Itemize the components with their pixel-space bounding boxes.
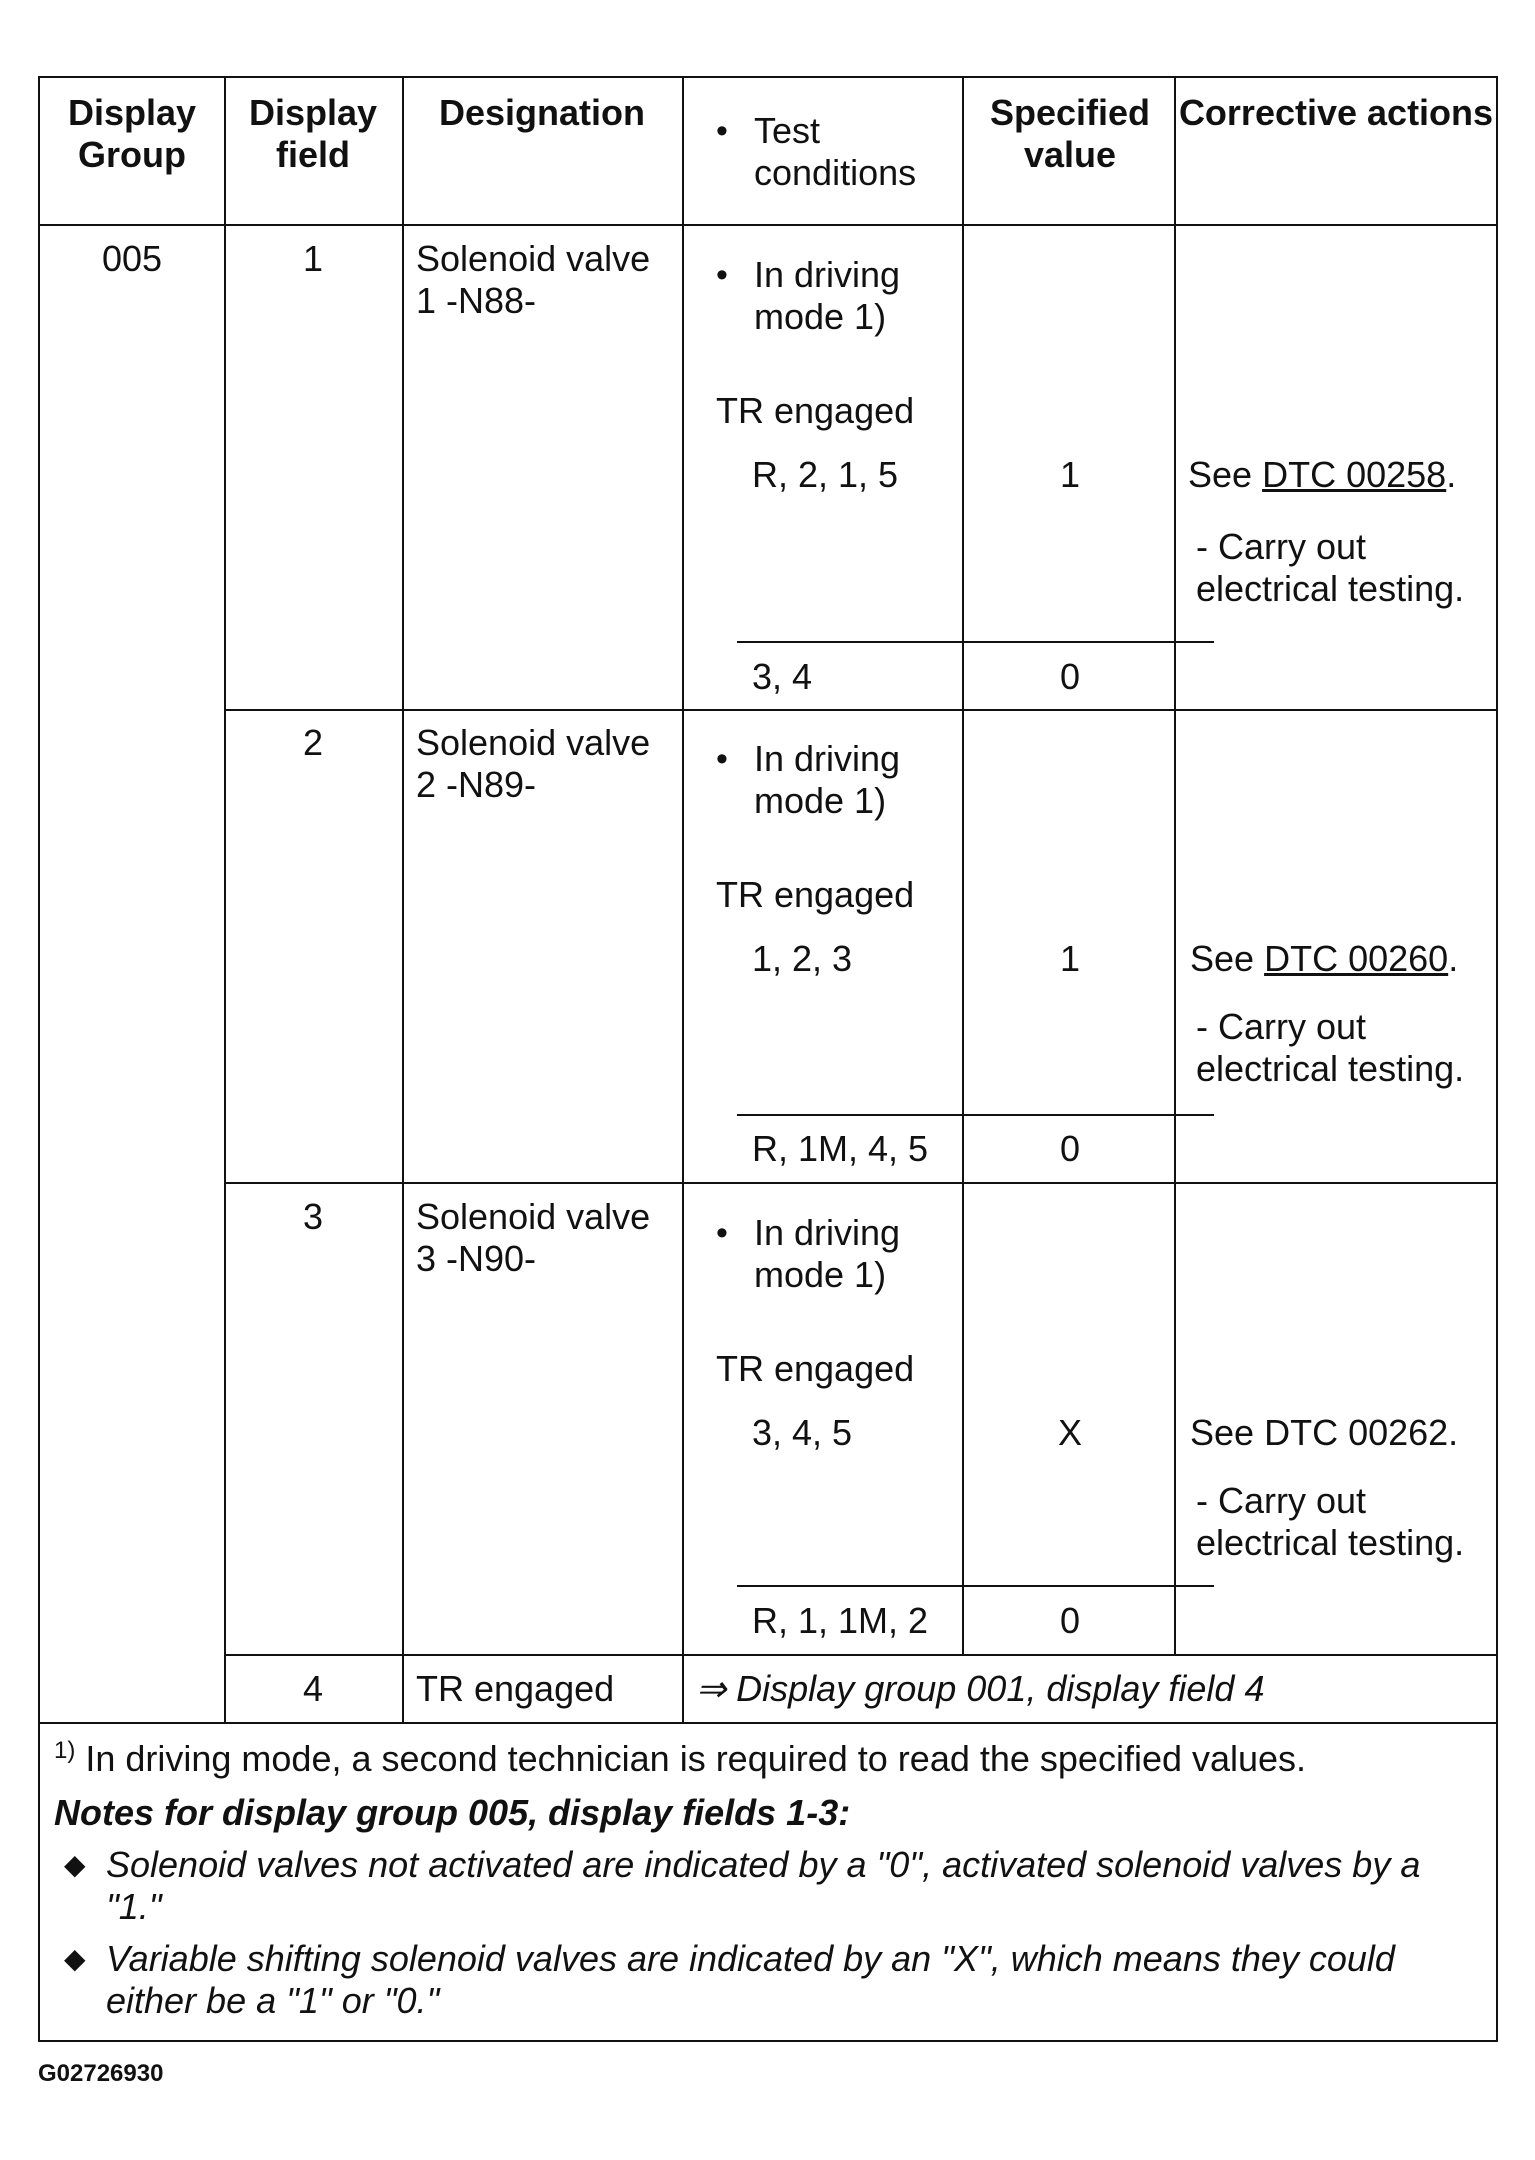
display-group-value: 005 <box>101 238 163 279</box>
note-2: Variable shifting solenoid valves are indicated by an "X", which means they could either be a "1" or "0." <box>106 1938 1395 2021</box>
row2-action: - Carry out electrical testing. <box>1196 1006 1465 1089</box>
row2-see <box>1190 938 1458 980</box>
header-display-field: Display field <box>248 92 378 175</box>
note-1: Solenoid valves not activated are indicated by a "0", activated solenoid valves by a "1." <box>106 1844 1421 1927</box>
row2-divider <box>224 1182 1496 1184</box>
row1-designation: Solenoid valve 1 -N88- <box>416 238 651 321</box>
row3-value-b: 0 <box>1059 1600 1081 1641</box>
row1-action: - Carry out electrical testing. <box>1196 526 1465 609</box>
row2-dtc-link[interactable]: DTC 00260 <box>1264 938 1449 979</box>
notes-title: Notes for display group 005, display fields 1-3: <box>54 1792 851 1833</box>
row1-tr-label: TR engaged <box>716 390 915 431</box>
row2-field: 2 <box>302 722 324 763</box>
header-display-group: Display Group <box>67 92 197 175</box>
row3-field: 3 <box>302 1196 324 1237</box>
col-divider-3 <box>682 78 684 1722</box>
row3-divider <box>224 1654 1496 1656</box>
row1-cond-b: 3, 4 <box>752 656 813 697</box>
row3-cond-a: 3, 4, 5 <box>752 1412 853 1453</box>
header-specified-value: Specified value <box>989 92 1151 175</box>
row1-see-word: See <box>1188 454 1253 495</box>
row1-field: 1 <box>302 238 324 279</box>
header-designation: Designation <box>438 92 645 133</box>
row3-see <box>1190 1412 1458 1454</box>
row3-see-word: See <box>1190 1412 1255 1453</box>
row1-condition: • In driving mode 1) <box>754 254 954 338</box>
row3-action: - Carry out electrical testing. <box>1196 1480 1465 1563</box>
row1-value-b: 0 <box>1059 656 1081 697</box>
header-corrective-actions: Corrective actions <box>1178 92 1494 133</box>
row3-value-a: X <box>1057 1412 1082 1453</box>
row3-dtc: DTC 00262. <box>1264 1412 1459 1453</box>
col-divider-1 <box>224 78 226 1722</box>
row3-tr-label: TR engaged <box>716 1348 915 1389</box>
data-table <box>38 76 1498 2042</box>
footnote-line <box>54 1738 1306 1780</box>
footnote-marker: 1) <box>54 1737 76 1764</box>
table-bottom-divider <box>40 1722 1496 1724</box>
row1-cond-a: R, 2, 1, 5 <box>752 454 899 495</box>
row2-cond-a: 1, 2, 3 <box>752 938 853 979</box>
diamond-bullet-icon: ◆ <box>64 1943 86 1974</box>
row1-subdivider <box>737 641 1214 643</box>
row4-designation: TR engaged <box>416 1668 615 1709</box>
row3-designation: Solenoid valve 3 -N90- <box>416 1196 651 1279</box>
row1-value-a: 1 <box>1059 454 1081 495</box>
row3-subdivider <box>737 1585 1214 1587</box>
row2-subdivider <box>737 1114 1214 1116</box>
row3-condition: • In driving mode 1) <box>754 1212 954 1296</box>
row4-field: 4 <box>302 1668 324 1709</box>
row2-condition: • In driving mode 1) <box>754 738 954 822</box>
image-id-label: G02726930 <box>38 2060 164 2087</box>
header-divider <box>40 224 1496 226</box>
row1-see <box>1188 454 1456 496</box>
row2-value-b: 0 <box>1059 1128 1081 1169</box>
row1-dtc-link[interactable]: DTC 00258 <box>1262 454 1447 495</box>
col-divider-2 <box>402 78 404 1722</box>
footnote-text: In driving mode, a second technician is required to read the specified values. <box>75 1738 1307 1779</box>
diamond-bullet-icon: ◆ <box>64 1849 86 1880</box>
row2-designation: Solenoid valve 2 -N89- <box>416 722 651 805</box>
row1-dtc-end: . <box>1446 454 1457 495</box>
row4-reference: ⇒ Display group 001, display field 4 <box>696 1668 1265 1709</box>
row3-cond-b: R, 1, 1M, 2 <box>752 1600 929 1641</box>
row2-value-a: 1 <box>1059 938 1081 979</box>
row1-divider <box>224 709 1496 711</box>
row2-see-word: See <box>1190 938 1255 979</box>
row2-cond-b: R, 1M, 4, 5 <box>752 1128 929 1169</box>
header-test-conditions: • Test conditions <box>754 110 954 194</box>
row2-tr-label: TR engaged <box>716 874 915 915</box>
row2-dtc-end: . <box>1448 938 1459 979</box>
